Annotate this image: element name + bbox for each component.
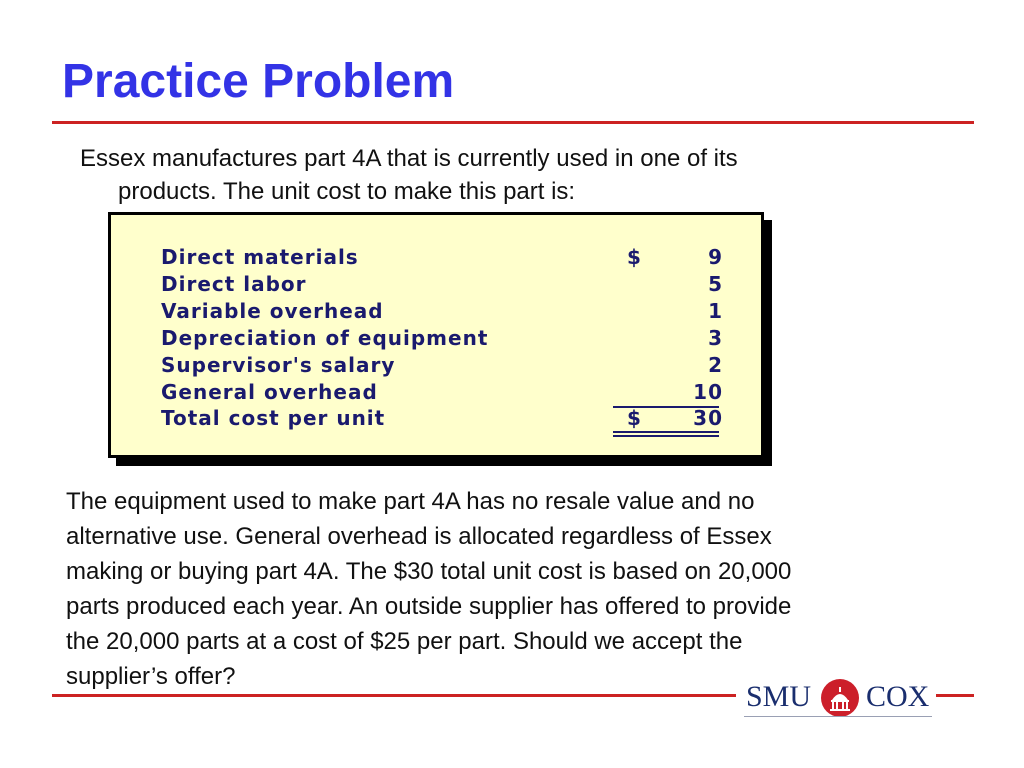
intro-line-1: Essex manufactures part 4A that is currently used in one of its	[80, 145, 738, 172]
cost-amount: 10	[693, 380, 723, 404]
cost-row	[161, 353, 731, 377]
smu-cox-logo	[744, 676, 932, 718]
cost-amount: 2	[708, 353, 723, 377]
intro-paragraph	[80, 142, 920, 208]
logo-smu-text: SMU	[746, 680, 812, 713]
footer-divider-left	[52, 694, 736, 697]
cost-label: Depreciation of equipment	[161, 326, 489, 350]
problem-line: supplier’s offer?	[66, 663, 236, 690]
problem-line: parts produced each year. An outside supplier has offered to provide	[66, 593, 792, 620]
cost-currency: $	[627, 245, 642, 269]
problem-line: The equipment used to make part 4A has no resale value and no	[66, 488, 755, 515]
slide-title: Practice Problem	[62, 55, 455, 108]
cost-label: Supervisor's salary	[161, 353, 396, 377]
cost-row	[161, 380, 731, 404]
problem-line: the 20,000 parts at a cost of $25 per part. Should we accept the	[66, 628, 743, 655]
title-divider	[52, 121, 974, 124]
total-double-underline-1	[613, 431, 719, 433]
cost-amount: 3	[708, 326, 723, 350]
logo-cox-text: COX	[866, 680, 930, 713]
cost-amount: 5	[708, 272, 723, 296]
problem-line: making or buying part 4A. The $30 total unit cost is based on 20,000	[66, 558, 792, 585]
problem-paragraph	[66, 484, 946, 694]
total-double-underline-2	[613, 435, 719, 437]
cost-row	[161, 272, 731, 296]
problem-line: alternative use. General overhead is allocated regardless of Essex	[66, 523, 772, 550]
total-label: Total cost per unit	[161, 406, 386, 430]
cost-row	[161, 326, 731, 350]
cost-amount: 9	[708, 245, 723, 269]
cost-table	[108, 212, 764, 458]
total-currency: $	[627, 406, 642, 430]
cost-label: General overhead	[161, 380, 378, 404]
cost-label: Direct labor	[161, 272, 307, 296]
cost-amount: 1	[708, 299, 723, 323]
dome-seal-icon	[820, 678, 860, 718]
cost-row	[161, 245, 731, 269]
cost-label: Variable overhead	[161, 299, 384, 323]
intro-line-2: products. The unit cost to make this part is:	[118, 178, 576, 205]
total-amount: 30	[693, 406, 723, 430]
total-row	[161, 406, 731, 430]
cost-label: Direct materials	[161, 245, 359, 269]
cost-row	[161, 299, 731, 323]
footer-divider-right	[936, 694, 974, 697]
logo-underline	[744, 716, 932, 717]
